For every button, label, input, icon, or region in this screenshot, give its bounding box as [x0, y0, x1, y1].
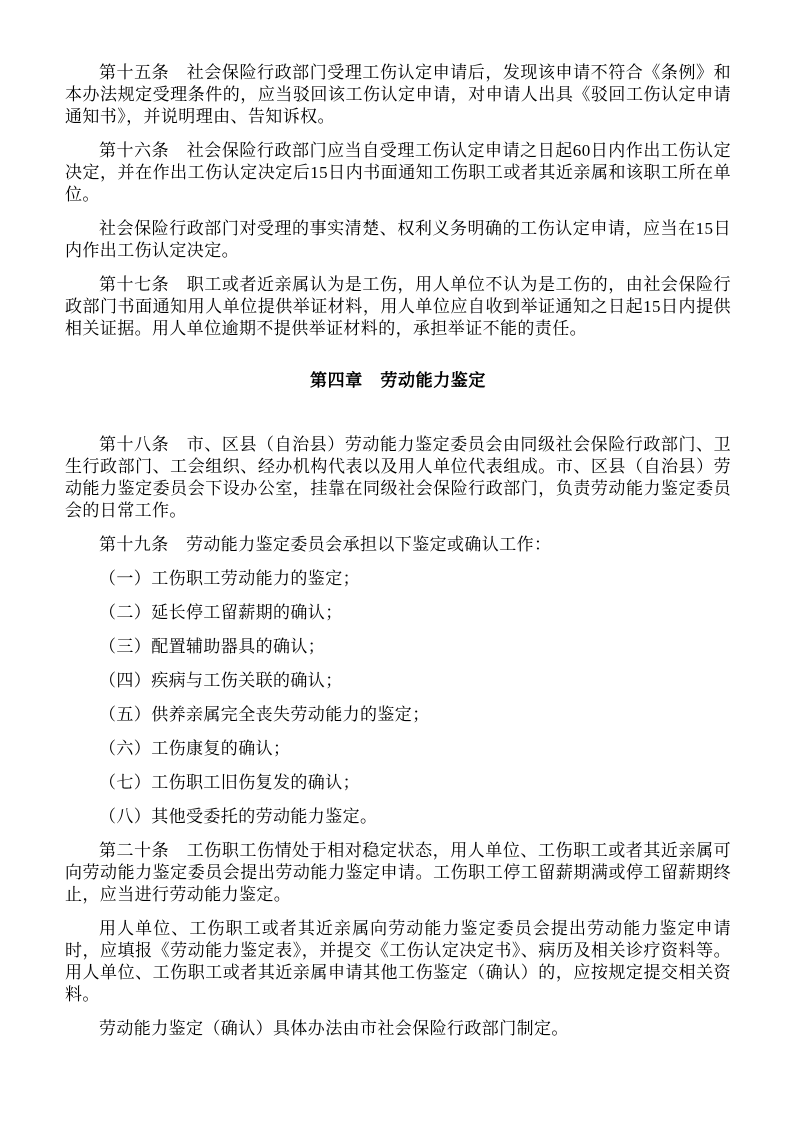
article-19-item-1: （一）工伤职工劳动能力的鉴定； — [99, 569, 360, 588]
article-19-item-8: （八）其他受委托的劳动能力鉴定。 — [99, 807, 378, 826]
article-20-paragraph-1: 第二十条 工伤职工伤情处于相对稳定状态，用人单位、工伤职工或者其近亲属可向劳动能力鉴定委员会提出劳动能力鉴定申请。工伤职工停工留薪期满或停工留薪期终止，应当进行劳动能力鉴定。 — [65, 841, 731, 904]
article-16-paragraph-2: 社会保险行政部门对受理的事实清楚、权利义务明确的工伤认定申请，应当在15日内作出工伤认定决定。 — [65, 219, 731, 260]
article-17-paragraph: 第十七条 职工或者近亲属认为是工伤，用人单位不认为是工伤的，由社会保险行政部门书面通知用人单位提供举证材料，用人单位应自收到举证通知之日起15日内提供相关证据。用人单位逾期不提供举证材料的，承担举证不能的责任。 — [65, 275, 731, 338]
article-15-paragraph: 第十五条 社会保险行政部门受理工伤认定申请后，发现该申请不符合《条例》和本办法规定受理条件的，应当驳回该工伤认定申请，对申请人出具《驳回工伤认定申请通知书》，并说明理由、告知诉权。 — [65, 63, 731, 126]
article-19-intro: 第十九条 劳动能力鉴定委员会承担以下鉴定或确认工作： — [99, 535, 552, 554]
article-19-item-6: （六）工伤康复的确认； — [99, 739, 291, 758]
article-16-paragraph-1: 第十六条 社会保险行政部门应当自受理工伤认定申请之日起60日内作出工伤认定决定，并在作出工伤认定决定后15日内书面通知工伤职工或者其近亲属和该职工所在单位。 — [65, 141, 731, 204]
article-19-item-5: （五）供养亲属完全丧失劳动能力的鉴定； — [99, 705, 430, 724]
article-19-item-7: （七）工伤职工旧伤复发的确认； — [99, 773, 360, 792]
article-20-paragraph-2: 用人单位、工伤职工或者其近亲属向劳动能力鉴定委员会提出劳动能力鉴定申请时，应填报《劳动能力鉴定表》，并提交《工伤认定决定书》、病历及相关诊疗资料等。用人单位、工伤职工或者其近亲属申请其他工伤鉴定（确认）的，应按规定提交相关资料。 — [65, 919, 731, 1004]
chapter-4-heading: 第四章 劳动能力鉴定 — [310, 371, 486, 390]
article-19-item-4: （四）疾病与工伤关联的确认； — [99, 671, 343, 690]
article-18-paragraph: 第十八条 市、区县（自治县）劳动能力鉴定委员会由同级社会保险行政部门、卫生行政部门、工会组织、经办机构代表以及用人单位代表组成。市、区县（自治县）劳动能力鉴定委员会下设办公室，挂靠在同级社会保险行政部门，负责劳动能力鉴定委员会的日常工作。 — [65, 435, 731, 520]
article-20-paragraph-3: 劳动能力鉴定（确认）具体办法由市社会保险行政部门制定。 — [99, 1019, 569, 1038]
article-19-item-2: （二）延长停工留薪期的确认； — [99, 603, 343, 622]
article-19-item-3: （三）配置辅助器具的确认； — [99, 637, 326, 656]
